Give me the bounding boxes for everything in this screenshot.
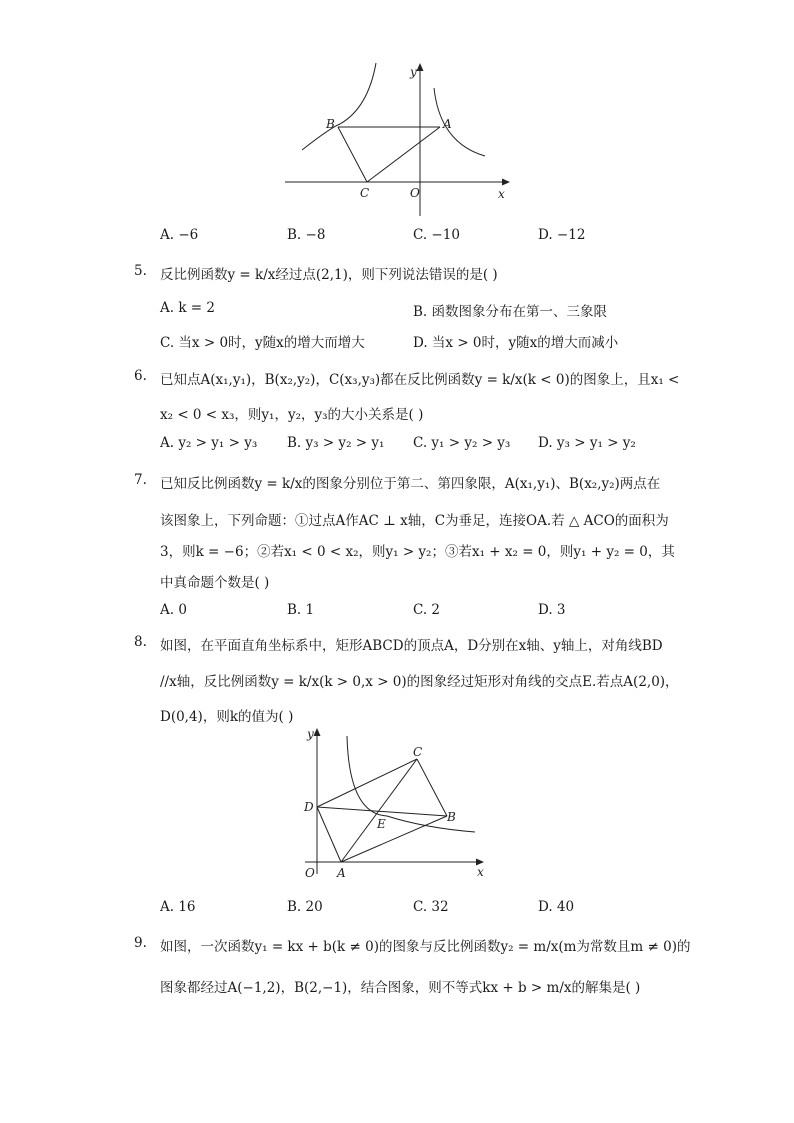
q8-stem-line-3: D(0,4)，则k的值为( ) <box>160 709 294 725</box>
q7-number: 7. <box>134 472 147 488</box>
label-o: O <box>410 186 420 200</box>
q8-stem-line-2: //x轴，反比例函数y = k/x(k > 0,x > 0)的图象经过矩形对角线的交点E.若点A(2,0)， <box>160 674 679 690</box>
q5-number: 5. <box>134 263 147 279</box>
q8-option-a[interactable]: A. 16 <box>160 899 196 915</box>
label-x: x <box>498 187 505 201</box>
side-bc <box>417 759 447 816</box>
label-y: y <box>410 65 417 79</box>
q6-option-c[interactable]: C. y₁ > y₂ > y₃ <box>413 435 511 451</box>
label-c: C <box>360 186 370 200</box>
q5-stem: 反比例函数y = k/x经过点(2,1)，则下列说法错误的是( ) <box>160 267 498 283</box>
q7-option-b[interactable]: B. 1 <box>287 602 315 618</box>
q8-option-d[interactable]: D. 40 <box>538 899 575 915</box>
q4-option-c[interactable]: C. −10 <box>413 227 460 243</box>
q7-stem-line-1: 已知反比例函数y = k/x的图象分别位于第二、第四象限，A(x₁,y₁)、B(x₂,y₂)两点在 <box>160 476 661 492</box>
label-y: y <box>307 727 314 741</box>
hyperbola-right-branch <box>434 88 485 156</box>
side-ab <box>341 816 447 862</box>
q7-stem-line-2: 该图象上，下列命题：①过点A作AC ⊥ x轴，C为垂足，连接OA.若 △ ACO的面积为 <box>160 513 669 529</box>
q4-option-a[interactable]: A. −6 <box>160 227 199 243</box>
q9-stem-line-1: 如图，一次函数y₁ = kx + b(k ≠ 0)的图象与反比例函数y₂ = m/x(m为常数且m ≠ 0)的 <box>160 939 691 955</box>
side-cd <box>317 759 417 807</box>
q8-stem-line-1: 如图，在平面直角坐标系中，矩形ABCD的顶点A，D分别在x轴、y轴上，对角线BD <box>160 638 663 654</box>
q7-stem-line-4: 中真命题个数是( ) <box>160 575 270 591</box>
q4-option-d[interactable]: D. −12 <box>538 227 586 243</box>
diagonal-bd <box>317 807 447 816</box>
x-axis-arrow <box>502 179 510 186</box>
q7-stem-line-3: 3，则k = −6；②若x₁ < 0 < x₂，则y₁ > y₂；③若x₁ + x₂ = 0，则y₁ + y₂ = 0，其 <box>160 544 675 560</box>
label-b: B <box>326 117 335 131</box>
y-axis-arrow <box>314 728 321 736</box>
label-x: x <box>477 865 484 879</box>
q7-option-d[interactable]: D. 3 <box>538 602 566 618</box>
q7-option-c[interactable]: C. 2 <box>413 602 441 618</box>
q5-option-b[interactable]: B. 函数图象分布在第一、三象限 <box>413 304 608 320</box>
label-c: C <box>413 745 423 759</box>
figure-q8 <box>295 724 495 886</box>
hyperbola-left-branch <box>302 63 376 150</box>
label-b: B <box>447 810 456 824</box>
q8-number: 8. <box>134 634 147 650</box>
q5-option-d[interactable]: D. 当x > 0时，y随x的增大而减小 <box>413 335 619 351</box>
label-d: D <box>304 800 314 814</box>
q6-option-d[interactable]: D. y₃ > y₁ > y₂ <box>538 435 636 451</box>
label-o: O <box>305 866 315 880</box>
label-a: A <box>337 866 346 880</box>
segment-bc <box>338 127 367 182</box>
label-e: E <box>377 817 386 831</box>
diagonal-ac <box>341 759 417 862</box>
figure-q4 <box>280 58 520 218</box>
q6-option-b[interactable]: B. y₃ > y₂ > y₁ <box>287 435 385 451</box>
q7-option-a[interactable]: A. 0 <box>160 602 187 618</box>
q5-option-c[interactable]: C. 当x > 0时，y随x的增大而增大 <box>160 335 365 351</box>
q8-option-b[interactable]: B. 20 <box>287 899 323 915</box>
q4-option-b[interactable]: B. −8 <box>287 227 326 243</box>
q9-number: 9. <box>134 935 147 951</box>
q6-number: 6. <box>134 368 147 384</box>
label-a: A <box>443 117 452 131</box>
q5-option-a[interactable]: A. k = 2 <box>160 300 215 316</box>
q8-option-c[interactable]: C. 32 <box>413 899 449 915</box>
segment-ca <box>367 127 440 182</box>
q6-option-a[interactable]: A. y₂ > y₁ > y₃ <box>160 435 258 451</box>
q6-stem-line-2: x₂ < 0 < x₃，则y₁，y₂，y₃的大小关系是( ) <box>160 407 424 423</box>
q6-stem-line-1: 已知点A(x₁,y₁)，B(x₂,y₂)，C(x₃,y₃)都在反比例函数y = k/x(k < 0)的图象上，且x₁ < <box>160 372 680 388</box>
y-axis-arrow <box>417 63 424 71</box>
q9-stem-line-2: 图象都经过A(−1,2)，B(2,−1)，结合图象，则不等式kx + b > m/x的解集是( ) <box>160 980 641 996</box>
side-da <box>317 807 341 862</box>
